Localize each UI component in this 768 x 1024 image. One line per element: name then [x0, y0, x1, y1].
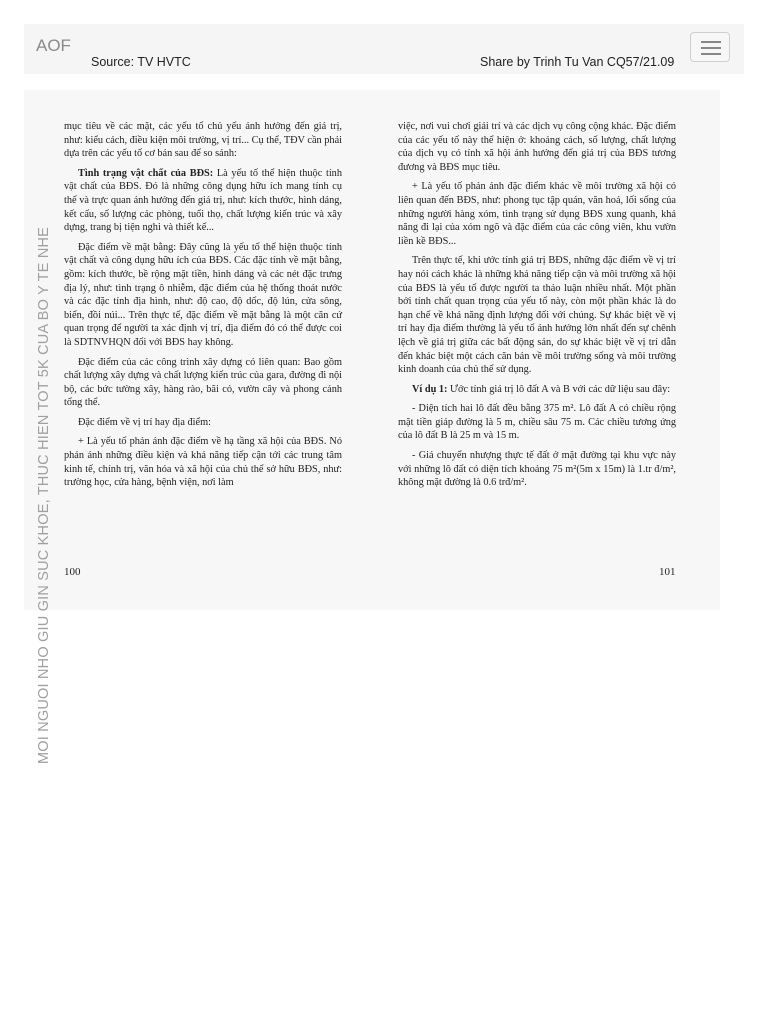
paragraph-text: Là yếu tố thể hiện thuộc tính vật chất của BĐS. Đó là những công dụng hữu ích mang tính cụ thể và trực quan ảnh hưởng đến giá trị, như: kích thước, hình dáng, kết cấu, số lượng các phòng, tuổi thọ, chất lượng kiến trúc và xây dựng, trang bị tiện nghi và thiết kế... — [64, 167, 342, 234]
document-spread — [24, 90, 720, 610]
left-paragraph: Đặc điểm của các công trình xây dựng có liên quan: Bao gồm chất lượng xây dựng và chất lượng kiến trúc của gara, đường đi nội bộ, các bức tường xây, hàng rào, bãi cỏ, vườn cây và phong cảnh tổng thể. — [64, 356, 342, 409]
bold-heading: Tình trạng vật chất của BĐS: — [78, 167, 214, 179]
page-number-right: 101 — [659, 566, 676, 578]
page-number-left: 100 — [64, 566, 81, 578]
left-paragraph: + Là yếu tố phản ánh đặc điểm về hạ tầng xã hội của BĐS. Nó phản ánh những điều kiện và khả năng tiếp cận tới các trung tâm kinh tế, chính trị, văn hóa và xã hội của chủ thể sở hữu BĐS, như: trường học, cửa hàng, bệnh viện, nơi làm — [64, 436, 342, 489]
bold-heading: Ví dụ 1: — [412, 383, 448, 395]
left-paragraph: Đặc điểm về vị trí hay địa điểm: — [78, 416, 211, 428]
source-label: Source: TV HVTC — [91, 55, 191, 69]
right-paragraph — [398, 383, 676, 397]
menu-button[interactable] — [690, 32, 730, 62]
left-paragraph: mục tiêu về các mặt, các yếu tố chủ yếu ảnh hưởng đến giá trị, như: kiểu cách, điều kiện môi trường, vị trí... Cụ thể, TĐV cần phải dựa trên các yếu tố cơ bản sau để so sánh: — [64, 121, 342, 160]
paragraph-text: Ước tính giá trị lô đất A và B với các dữ liệu sau đây: — [447, 383, 671, 395]
side-watermark: MOI NGUOI NHO GIU GIN SUC KHOE, THUC HIEN TOT 5K CUA BO Y TE NHE — [36, 226, 52, 764]
left-page-column — [64, 120, 342, 496]
share-label: Share by Trinh Tu Van CQ57/21.09 — [480, 55, 675, 69]
right-paragraph: + Là yếu tố phản ánh đặc điểm khác về môi trường xã hội có liên quan đến BĐS, như: phong tục tập quán, văn hoá, lối sống của những người hàng xóm, tình trạng sử dụng BĐS xung quanh, khả năng đi lại của xóm ngõ và đặc điểm của các công viên, khu vườn liền kề BĐS... — [398, 181, 676, 247]
right-paragraph: - Giá chuyển nhượng thực tế đất ở mặt đường tại khu vực này với những lô đất có diện tích khoảng 75 m²(5m x 15m) là 1.tr đ/m², không mặt đường là 0.6 trđ/m². — [398, 450, 676, 489]
right-paragraph: việc, nơi vui chơi giải trí và các dịch vụ công cộng khác. Đặc điểm của các yếu tố này thể hiện ở: khoảng cách, số lượng, chất lượng của dịch vụ có tính xã hội ảnh hưởng đến giá trị của BĐS tương đương và BĐS mục tiêu. — [398, 121, 676, 173]
brand-logo[interactable]: AOF — [36, 36, 71, 55]
left-paragraph: Đặc điểm về mặt bằng: Đây cũng là yếu tố thể hiện thuộc tính vật chất và công dụng hữu ích của BĐS. Các đặc tính về mặt bằng, gồm: kích thước, bề rộng mặt tiền, hình dáng và các nét đặc trưng địa lý, như: tình trạng ô nhiễm, đặc điểm của hệ thống thoát nước và các đặc tính địa hình, như: độ cao, độ dốc, độ lún, cửa sông, biển, đồi núi... Trên thực tế, đặc điểm về mặt bằng là một căn cứ quan trọng để người ta xác định vị trí, địa điểm đó có thể được coi là SDTNVHQN đối với BĐS hay không. — [64, 241, 342, 348]
right-page-column — [398, 120, 676, 496]
right-paragraph: - Diện tích hai lô đất đều bằng 375 m². Lô đất A có chiều rộng mặt tiền giáp đường là 5 m, chiều sâu 75 m. Các chiều tương ứng của lô đất B là 25 m và 15 m. — [398, 403, 676, 442]
right-paragraph: Trên thực tế, khi ước tính giá trị BĐS, những đặc điểm về vị trí hay nói cách khác là những khả năng tiếp cận và môi trường xã hội của BĐS là yếu tố được người ta thảo luận nhiều nhất. Một phần bởi tính chất quan trọng của yếu tố này, còn một phần khác là do hạn chế về khả năng định lượng đối với chúng. Sự khác biệt về vị trí hay địa điểm thường là yếu tố ảnh hưởng lớn nhất đến sự chênh lệch về giá trị giữa các bất động sản, do sự khác biệt về vị trí dẫn đến khác biệt một cách căn bản về môi trường sống và môi trường kinh doanh của chủ thể sử dụng. — [398, 255, 676, 376]
left-paragraph — [64, 167, 342, 235]
top-bar — [24, 24, 744, 74]
